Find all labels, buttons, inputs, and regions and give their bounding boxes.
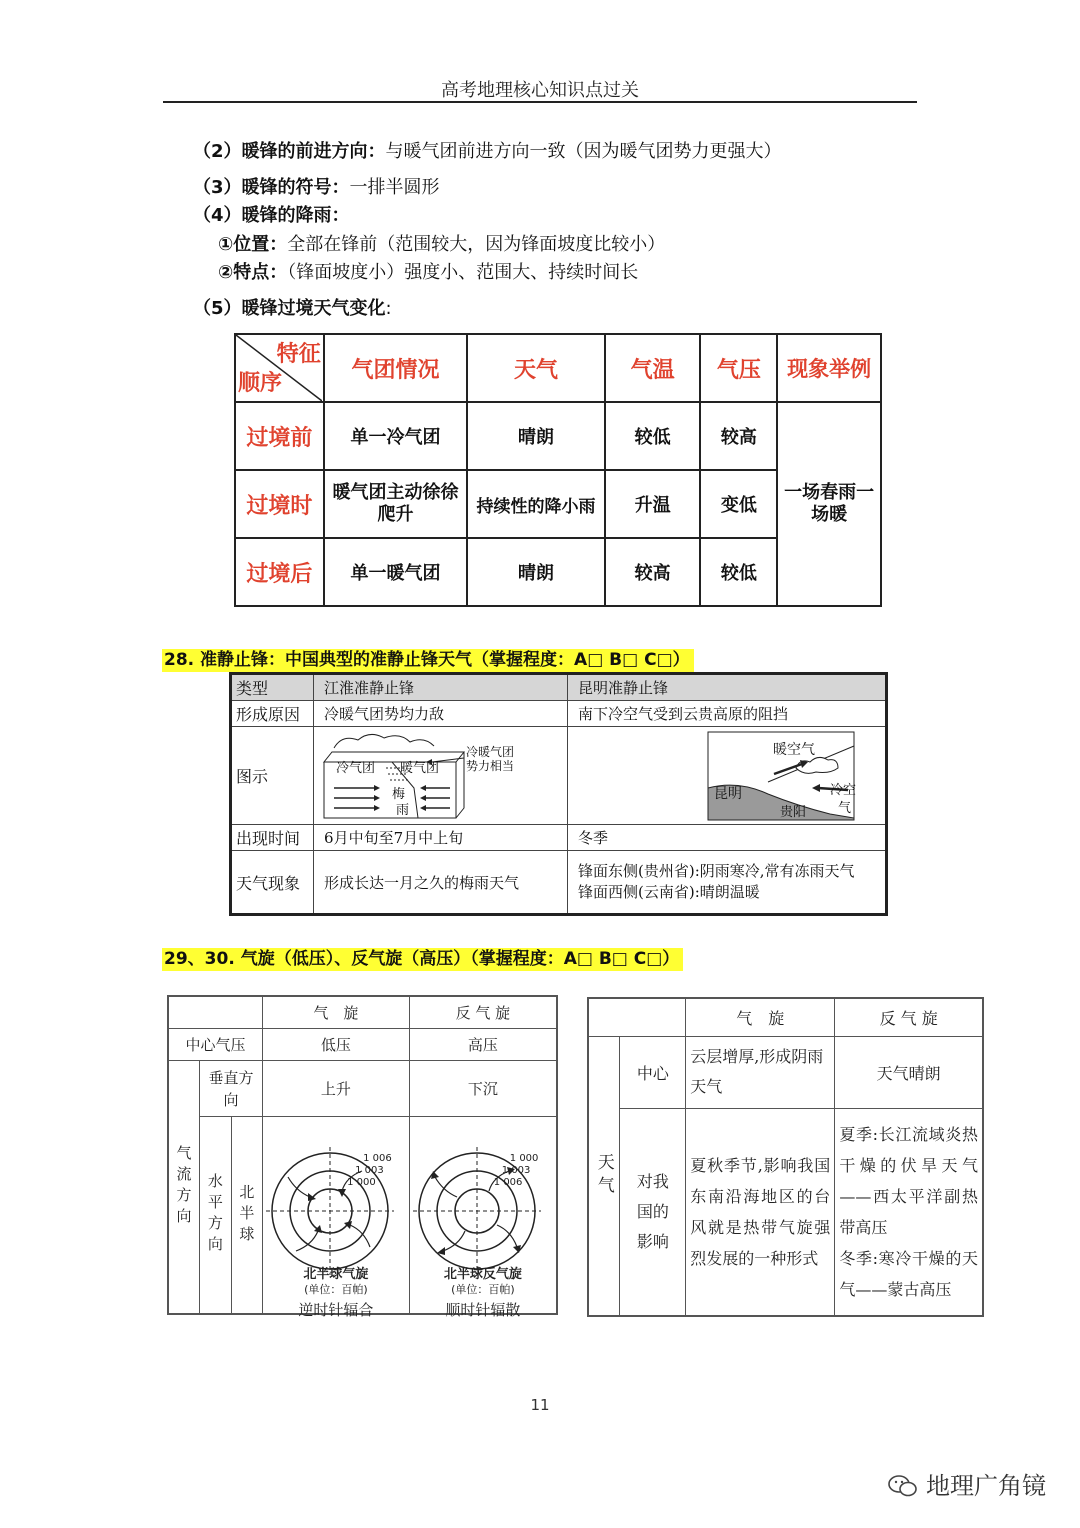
row-header: 天气现象 — [231, 851, 314, 915]
table-cell: 低压 — [263, 1028, 410, 1060]
diagram-unit: (单位：百帕) — [304, 1283, 368, 1297]
cell-text: 夏秋季节,影响我国东南沿海地区的台风就是热带气旋强烈发展的一种形式 — [690, 1155, 831, 1268]
row-header: 形成原因 — [231, 701, 314, 727]
line-label: ①位置： — [218, 234, 288, 255]
row-header: 气流方向 — [168, 1060, 200, 1314]
line-warm-front-weather-change — [193, 298, 392, 320]
anticyclone-motion: 顺时针辐散 — [445, 1301, 521, 1320]
cold-air-label: 冷气团 — [336, 761, 376, 776]
page-number: 11 — [530, 1396, 550, 1414]
line-text: : — [385, 298, 392, 319]
table-row — [168, 1060, 557, 1116]
kunming-figure-cell — [567, 727, 886, 825]
cyclone-airflow-table — [167, 995, 558, 1320]
cell-text: 夏季:长江流域炎热干燥的伏旱天气——西太平洋副热带高压 — [839, 1124, 978, 1237]
example-text: 一场春雨一场暖 — [784, 482, 875, 525]
col-header: 现象举例 — [777, 334, 881, 402]
weather-line: 锋面西侧(云南省):晴朗温暖 — [577, 883, 760, 901]
guiyang-label: 贵阳 — [779, 805, 806, 820]
table-row — [588, 998, 983, 1036]
table-row — [168, 1028, 557, 1060]
row-header — [200, 1060, 263, 1116]
col-header: 反 气 旋 — [835, 998, 983, 1036]
section-title: 29、30. 气旋（低压）、反气旋（高压）（掌握程度：A□ B□ C□） — [162, 948, 683, 971]
note-label: 势力相当 — [466, 759, 515, 773]
diagram-title: 北半球气旋 — [303, 1267, 369, 1283]
table-cell: 形成长达一月之久的梅雨天气 — [314, 851, 568, 915]
vertical-label: 垂直方向 — [208, 1068, 254, 1109]
table-row — [231, 851, 887, 915]
table-cell: 单一暖气团 — [324, 538, 468, 606]
table-row — [231, 825, 887, 851]
corner-top-label: 特征 — [276, 342, 321, 367]
corner-cell — [235, 334, 324, 402]
watermark-text: 地理广角镜 — [926, 1472, 1046, 1500]
row-header: 过境时 — [235, 470, 324, 538]
isobar-label: 1 000 — [509, 1153, 539, 1165]
row-header: 图示 — [231, 727, 314, 825]
watermark — [888, 1466, 1046, 1501]
table-row — [588, 1036, 983, 1108]
isobar-label: 1 003 — [501, 1165, 531, 1177]
blank-cell — [168, 996, 263, 1028]
cyclone-motion: 逆时针辐合 — [298, 1301, 374, 1320]
line-label: （2）暖锋的前进方向： — [193, 141, 386, 162]
table-cell: 较低 — [605, 402, 701, 470]
section-28-heading — [162, 645, 694, 670]
row-header: 中心 — [620, 1036, 686, 1108]
cell-text: 冬季:寒冷干燥的天气——蒙古高压 — [839, 1248, 978, 1299]
cyclone-weather-table — [587, 997, 984, 1317]
warm-front-weather-table — [234, 333, 882, 607]
col-header: 昆明准静止锋 — [567, 674, 886, 701]
isobar-label: 1 006 — [493, 1177, 523, 1189]
table-cell — [686, 1036, 835, 1108]
line-label: （4）暖锋的降雨： — [193, 205, 350, 226]
isobar-label: 1 003 — [355, 1165, 384, 1177]
table-cell: 南下冷空气受到云贵高原的阻挡 — [567, 701, 886, 727]
col-header: 类型 — [231, 674, 314, 701]
row-header: 过境前 — [235, 402, 324, 470]
line-text: 一排半圆形 — [349, 177, 440, 198]
line-label: ②特点： — [218, 262, 288, 283]
cyclone-diagram-cell — [263, 1117, 410, 1320]
col-header: 气压 — [700, 334, 777, 402]
table-cell: 单一冷气团 — [324, 402, 468, 470]
blank-cell — [588, 998, 686, 1036]
plum-rain-label: 梅 — [392, 787, 406, 802]
table-cell: 6月中旬至7月中上旬 — [314, 825, 568, 851]
table-cell — [686, 1108, 835, 1316]
row-header: 水平方向 — [200, 1117, 232, 1314]
table-row — [235, 402, 881, 470]
diagram-unit: (单位：百帕) — [451, 1283, 515, 1297]
section-2930-heading — [162, 944, 683, 969]
jianghuai-figure-cell — [314, 727, 568, 825]
cold-air-label: 气 — [837, 801, 851, 816]
line-text: （锋面坡度小）强度小、范围大、持续时间长 — [287, 262, 639, 283]
col-header: 气团情况 — [324, 334, 468, 402]
anticyclone-diagram-cell — [409, 1117, 557, 1320]
table-row — [231, 727, 887, 825]
page-header-title: 高考地理核心知识点过关 — [441, 80, 639, 101]
table-cell: 变低 — [700, 470, 777, 538]
weather-line: 锋面东侧(贵州省):阴雨寒冷,常有冻雨天气 — [577, 862, 855, 880]
table-cell: 高压 — [409, 1028, 557, 1060]
row-header: 中心气压 — [168, 1028, 263, 1060]
table-cell: 较高 — [700, 402, 777, 470]
table-cell — [567, 851, 886, 915]
table-cell: 冬季 — [567, 825, 886, 851]
section-title: 28. 准静止锋：中国典型的准静止锋天气（掌握程度：A□ B□ C□） — [162, 649, 694, 672]
line-label: （5）暖锋过境天气变化 — [193, 298, 386, 319]
header-rule — [163, 101, 917, 103]
impact-label: 对我国的影响 — [636, 1171, 669, 1251]
table-row — [231, 701, 887, 727]
line-rain-feature — [218, 262, 638, 284]
line-label: （3）暖锋的符号： — [193, 177, 350, 198]
warm-air-label: 暖空气 — [772, 742, 815, 758]
table-cell: 下沉 — [409, 1060, 557, 1116]
row-header: 天气 — [588, 1036, 620, 1316]
table-cell: 晴朗 — [467, 402, 605, 470]
table-cell: 升温 — [605, 470, 701, 538]
table-row — [588, 1108, 983, 1316]
table-cell: 冷暖气团势均力敌 — [314, 701, 568, 727]
table-row — [231, 674, 887, 701]
table-cell: 持续性的降小雨 — [467, 470, 605, 538]
line-text: 与暖气团前进方向一致（因为暖气团势力更强大） — [385, 141, 782, 162]
col-header: 天气 — [467, 334, 605, 402]
line-rain-position — [218, 234, 665, 256]
col-header: 江淮准静止锋 — [314, 674, 568, 701]
line-warm-front-rain — [193, 205, 350, 227]
isobar-label: 1 000 — [347, 1177, 376, 1189]
row-header: 过境后 — [235, 538, 324, 606]
row-header — [620, 1108, 686, 1316]
line-warm-front-symbol — [193, 177, 440, 199]
col-header: 气 旋 — [263, 996, 410, 1028]
table-cell: 暖气团主动徐徐爬升 — [324, 470, 468, 538]
table-row — [168, 1117, 557, 1314]
quasi-stationary-front-table — [229, 672, 888, 916]
col-header: 气 旋 — [686, 998, 835, 1036]
table-cell — [835, 1108, 983, 1316]
row-header: 出现时间 — [231, 825, 314, 851]
diagram-title: 北半球反气旋 — [443, 1267, 522, 1283]
plum-rain-label: 雨 — [396, 803, 410, 818]
wechat-icon — [888, 1475, 918, 1497]
col-header: 反 气 旋 — [409, 996, 557, 1028]
corner-bottom-label: 顺序 — [238, 371, 283, 396]
cell-text: 云层增厚,形成阴雨天气 — [690, 1047, 824, 1096]
kunming-label: 昆明 — [713, 786, 742, 802]
note-label: 冷暖气团 — [466, 745, 515, 759]
cold-air-label: 冷空 — [829, 783, 856, 798]
table-cell: 上升 — [263, 1060, 410, 1116]
table-cell: 晴朗 — [467, 538, 605, 606]
table-cell: 较高 — [605, 538, 701, 606]
table-cell: 天气晴朗 — [835, 1036, 983, 1108]
table-row — [168, 996, 557, 1028]
col-header: 气温 — [605, 334, 701, 402]
line-warm-front-direction — [193, 141, 782, 163]
table-cell: 较低 — [700, 538, 777, 606]
warm-air-label: 暖气团 — [400, 761, 440, 776]
example-cell — [777, 402, 881, 606]
line-text: 全部在锋前（范围较大，因为锋面坡度比较小） — [287, 234, 666, 255]
row-header: 北半球 — [231, 1117, 263, 1314]
isobar-label: 1 006 — [363, 1153, 392, 1165]
